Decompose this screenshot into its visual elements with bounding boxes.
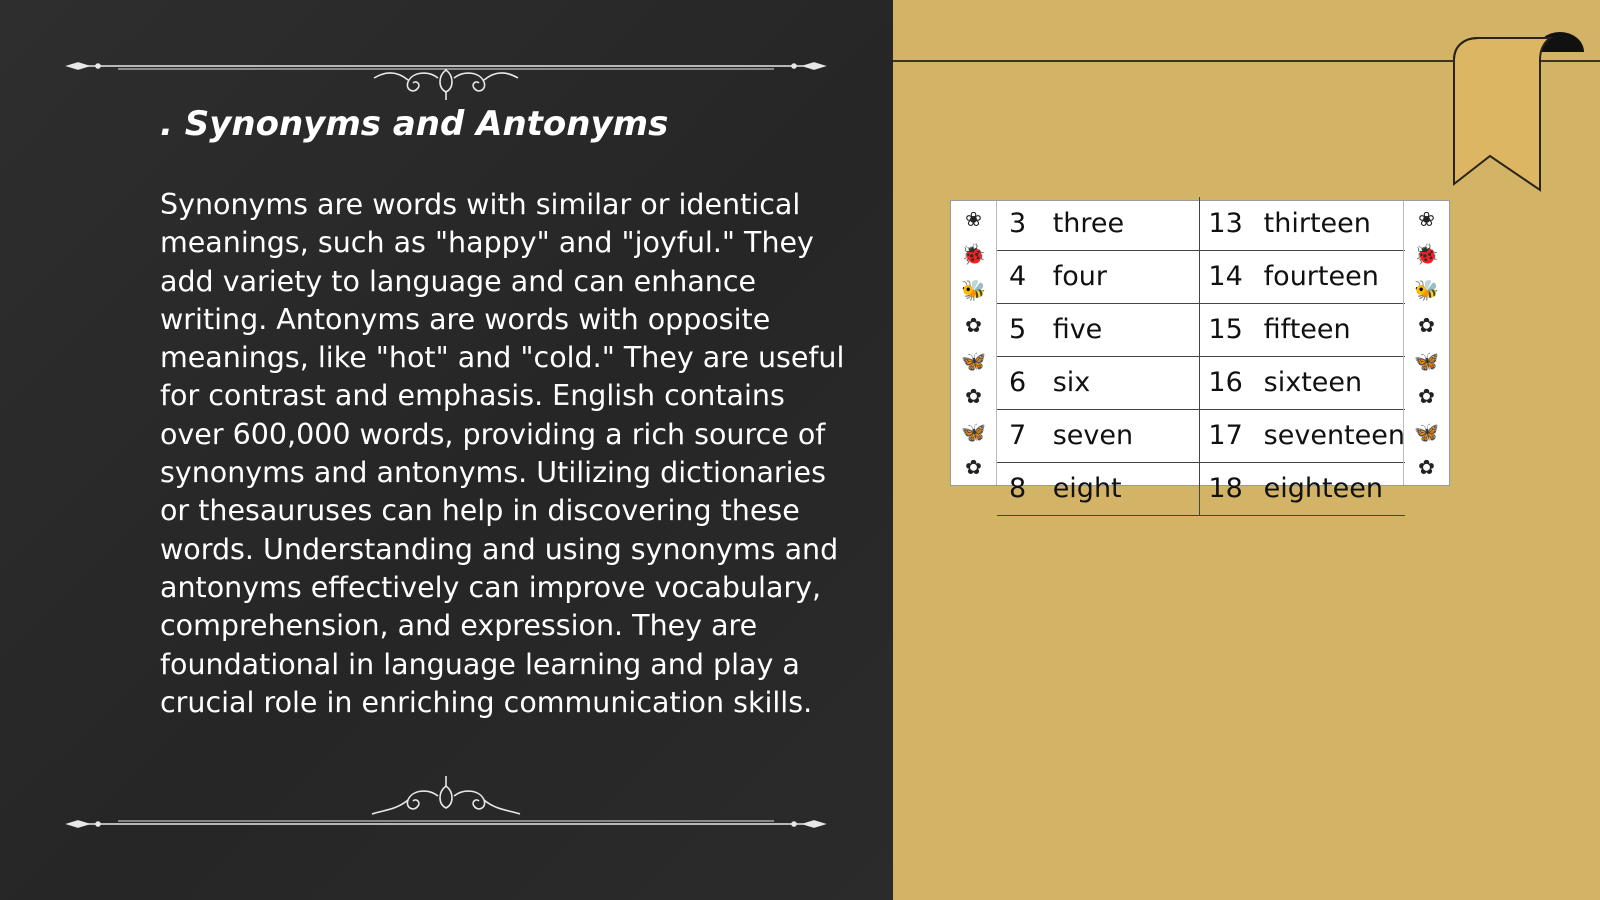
word-cell: seven xyxy=(1053,409,1200,462)
number-cell: 7 xyxy=(997,409,1053,462)
number-cell: 15 xyxy=(1200,303,1264,356)
bee-icon: 🐝 xyxy=(961,277,986,302)
word-cell: four xyxy=(1053,250,1200,303)
flower-icon: ❀ xyxy=(965,206,982,231)
number-cell: 18 xyxy=(1200,462,1264,515)
word-cell: fourteen xyxy=(1264,250,1405,303)
table-row xyxy=(997,409,1405,462)
butterfly-icon: 🦋 xyxy=(961,419,986,444)
flower-icon: ✿ xyxy=(965,313,982,338)
flower-icon: ✿ xyxy=(965,455,982,480)
word-cell: thirteen xyxy=(1264,197,1405,250)
butterfly-icon: 🦋 xyxy=(961,348,986,373)
flower-icon: ✿ xyxy=(1418,313,1435,338)
word-cell: sixteen xyxy=(1264,356,1405,409)
left-decoration-strip xyxy=(951,201,997,485)
word-cell: seventeen xyxy=(1264,409,1405,462)
bee-icon: 🐝 xyxy=(1414,277,1439,302)
bookmark-ribbon-icon xyxy=(1436,34,1600,204)
number-words-image xyxy=(950,200,1450,504)
butterfly-icon: 🦋 xyxy=(1414,419,1439,444)
word-cell: eighteen xyxy=(1264,462,1405,515)
table-row xyxy=(997,356,1405,409)
bottom-flourish-ornament xyxy=(68,774,824,834)
word-cell: five xyxy=(1053,303,1200,356)
number-cell: 17 xyxy=(1200,409,1264,462)
slide-body-text: Synonyms are words with similar or identical meanings, such as "happy" and "joyful." They add variety to language and can enhance writing. Antonyms are words with opposite meanings, like "hot" and "cold." They are useful for contrast and emphasis. English contains over 600,000 words, providing a rich source of synonyms and antonyms. Utilizing dictionaries or thesauruses can help in discovering these words. Understanding and using synonyms and antonyms effectively can improve vocabulary, comprehension, and expression. They are foundational in language learning and play a crucial role in enriching communication skills. xyxy=(160,188,845,719)
flower-icon: ✿ xyxy=(965,384,982,409)
butterfly-icon: 🦋 xyxy=(1414,348,1439,373)
flower-icon: ❀ xyxy=(1418,206,1435,231)
number-cell: 5 xyxy=(997,303,1053,356)
number-cell: 16 xyxy=(1200,356,1264,409)
number-cell: 8 xyxy=(997,462,1053,515)
word-cell: three xyxy=(1053,197,1200,250)
ladybug-icon: 🐞 xyxy=(961,242,986,267)
slide-title: . Synonyms and Antonyms xyxy=(160,104,669,144)
flower-icon: ✿ xyxy=(1418,384,1435,409)
table-row xyxy=(997,462,1405,515)
number-cell: 4 xyxy=(997,250,1053,303)
top-flourish-ornament xyxy=(68,40,824,100)
number-cell: 14 xyxy=(1200,250,1264,303)
number-cell: 13 xyxy=(1200,197,1264,250)
word-cell: fifteen xyxy=(1264,303,1405,356)
flower-icon: ✿ xyxy=(1418,455,1435,480)
right-decoration-strip xyxy=(1403,201,1449,485)
word-cell: six xyxy=(1053,356,1200,409)
word-cell: eight xyxy=(1053,462,1200,515)
number-words-table xyxy=(997,197,1405,516)
ladybug-icon: 🐞 xyxy=(1414,242,1439,267)
table-row xyxy=(997,250,1405,303)
number-cell: 3 xyxy=(997,197,1053,250)
table-row xyxy=(997,197,1405,250)
number-cell: 6 xyxy=(997,356,1053,409)
table-row xyxy=(997,303,1405,356)
